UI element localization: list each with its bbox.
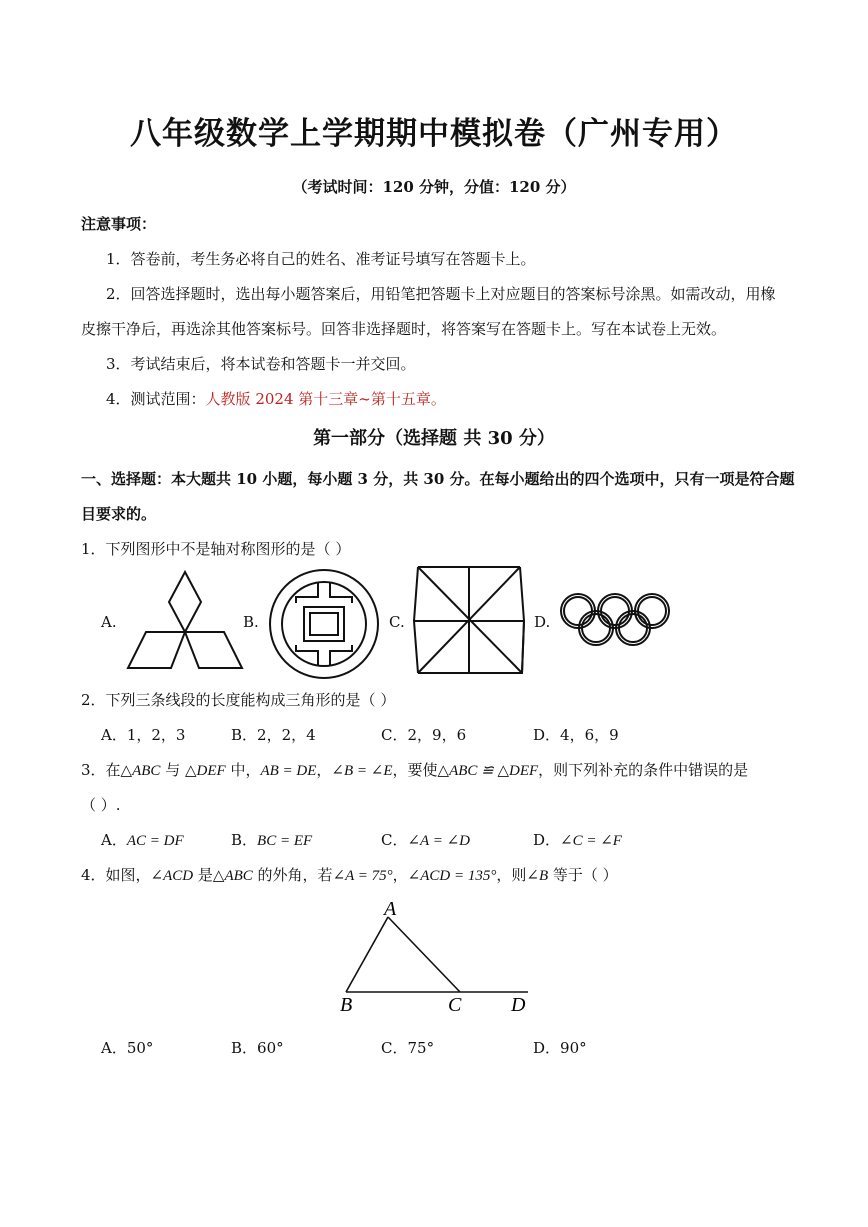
notice-item-2-line1: 2．回答选择题时，选出每小题答案后，用铅笔把答题卡上对应题目的答案标号涂黑。如需改动，用橡 [106,285,776,303]
q4-stem [81,864,618,885]
notice-item-2-line2: 皮擦干净后，再选涂其他答案标号。回答非选择题时，将答案写在答题卡上。写在本试卷上无效。 [81,320,727,338]
q4-math: △ABC [212,868,253,884]
q3-stem-text: ， [316,761,332,779]
q1-figure-c-pinwheel-icon [410,565,528,677]
q3-math: AB = DE [260,763,317,779]
exam-info: （考试时间：120 分钟，分值：120 分） [292,178,576,196]
q4-stem-text: 是 [193,866,213,884]
q4-math: ∠B [526,868,549,884]
q1-label-c: C. [389,613,405,631]
vertex-label-d: D [511,994,526,1016]
q3-stem-text: ，要使 [392,761,438,779]
q4-option-b: B．60° [231,1039,284,1057]
option-label: A． [101,831,127,849]
option-value: ∠A = ∠D [407,833,470,849]
q1-label-d: D. [534,613,551,631]
q4-stem-text: ， [392,866,408,884]
q4-math: ∠A = 75° [332,868,393,884]
q3-math: △ABC [120,763,161,779]
q4-option-d: D．90° [533,1039,587,1057]
q2-option-d: D．4，6，9 [533,726,619,744]
option-value: AC = DF [126,833,184,849]
q2-stem: 2．下列三条线段的长度能构成三角形的是（ ） [81,691,396,709]
q1-label-a: A. [101,613,117,631]
notice-item-3: 3．考试结束后，将本试卷和答题卡一并交回。 [106,355,416,373]
q1-figure-d-rings-icon [556,591,676,651]
q3-math: △ABC ≌ △DEF [437,763,539,779]
notice-heading: 注意事项： [81,215,157,233]
notice-item-4 [106,388,446,409]
q3-stem-text: ，则下列补充的条件中错误的是 [538,761,749,779]
q2-option-a: A．1，2，3 [101,726,186,744]
q1-stem: 1．下列图形中不是轴对称图形的是（ ） [81,540,351,558]
option-label: C． [381,831,408,849]
q3-stem-text: 中， [225,761,261,779]
vertex-label-a: A [384,898,397,920]
q3-math: △DEF [184,763,226,779]
q4-option-a: A．50° [101,1039,154,1057]
q2-option-c: C．2，9，6 [381,726,467,744]
part1-intro-line2: 目要求的。 [81,505,157,523]
option-value: BC = EF [257,833,313,849]
page-title: 八年级数学上学期期中模拟卷（广州专用） [130,116,738,152]
q3-stem [81,759,748,780]
option-label: B． [231,831,258,849]
q4-math: ∠ACD = 135° [407,868,497,884]
notice-item-4-prefix: 4．测试范围： [106,390,206,408]
q3-option-a [101,829,184,850]
q3-stem-text: 与 [160,761,185,779]
q1-label-b: B. [243,613,259,631]
q3-stem-text: 3．在 [81,761,121,779]
q3-option-b [231,829,312,850]
q1-figure-a-rhombus-icon [122,568,248,672]
q3-math: ∠B = ∠E [331,763,393,779]
q1-figure-b-coin-icon [266,567,382,681]
option-value: ∠C = ∠F [560,833,622,849]
test-range: 人教版 2024 第十三章~第十五章。 [205,390,446,408]
q3-option-c [381,829,470,850]
option-label: D． [533,831,561,849]
q4-triangle-figure [332,895,542,1020]
q3-option-d [533,829,622,850]
q2-option-b: B．2，2，4 [231,726,316,744]
q4-stem-text: 等于（ ） [548,866,618,884]
vertex-label-b: B [340,994,353,1016]
q3-stem-line2: （ ）. [81,796,121,814]
part1-intro-line1: 一、选择题：本大题共 10 小题，每小题 3 分，共 30 分。在每小题给出的四个选项中，只有一项是符合题 [81,470,795,488]
q4-math: ∠ACD [150,868,194,884]
q4-stem-text: 4．如图， [81,866,151,884]
section-title: 第一部分（选择题 共 30 分） [313,428,555,449]
q4-option-c: C．75° [381,1039,435,1057]
notice-item-1: 1．答卷前，考生务必将自己的姓名、准考证号填写在答题卡上。 [106,250,536,268]
q4-stem-text: 的外角，若 [252,866,333,884]
vertex-label-c: C [448,994,462,1016]
q4-stem-text: ，则 [496,866,527,884]
